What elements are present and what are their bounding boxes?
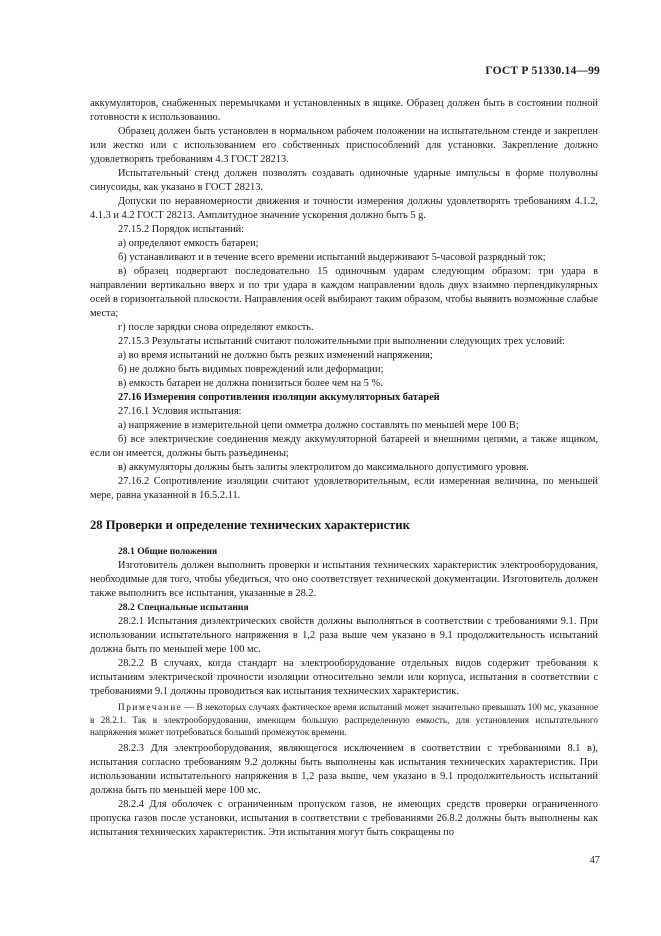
paragraph: Изготовитель должен выполнить проверки и испытания технических характеристик электрооборудования, необходимые для того, чтобы убедиться, что оно соответствует технической документации. Изготовитель должен также выполнить все испытания, указанные в 28.2. [90,560,598,599]
list-item: а) напряжение в измерительной цепи омметра должно составлять по меньшей мере 100 В; [118,420,519,431]
paragraph: 28.2.1 Испытания диэлектрических свойств должны выполняться в соответствии с требованиями 9.1. При использовании испытательного напряжения в 1,2 раза выше чем указано в 9.1 продолжительность испытаний должна быть по меньшей мере 100 мс. [90,616,598,655]
document-code: ГОСТ Р 51330.14—99 [485,65,600,77]
note [90,701,598,739]
paragraph: 27.15.3 Результаты испытаний считают положительными при выполнении следующих трех условий: [118,336,565,347]
note-text: — В некоторых случаях фактическое время испытаний может значительно превышать 100 мс, указанное в 28.2.1. Так в электрооборудовании, имеющем большую распределенную емкость, для установления испытательного напряжения может потребоваться больший промежуток времени. [90,702,598,737]
page-number: 47 [589,855,600,866]
list-item: а) определяют емкость батареи; [118,238,259,249]
note-label: Примечание [118,702,183,712]
list-item: г) после зарядки снова определяют емкость. [118,322,314,333]
subsection-heading: 28.1 Общие положения [118,546,218,557]
list-item: в) образец подвергают последовательно 15 одиночным ударам следующим образом: три удара в направлении вертикально вверх и по три удара в каждом направлении вдоль двух взаимно перпендикулярных осей в горизонтальной плоскости. Направления осей выбирают таким образом, чтобы выявить возможные слабые места; [90,266,598,319]
paragraph: Образец должен быть установлен в нормальном рабочем положении на испытательном стенде и закреплен или жестко или с использованием его собственных приспособлений для установки. Закрепление должно удовлетворять требованиям 4.3 ГОСТ 28213. [90,126,598,165]
paragraph: аккумуляторов, снабженных перемычками и установленных в ящике. Образец должен быть в состоянии полной готовности к использованию. [90,98,598,123]
list-item: в) емкость батареи не должна понизиться более чем на 5 %. [118,378,383,389]
paragraph: 27.16.1 Условия испытания: [118,406,242,417]
list-item: б) устанавливают и в течение всего времени испытаний выдерживают 5-часовой разрядный ток; [118,252,546,263]
paragraph: Допуски по неравномерности движения и точности измерения должны удовлетворять требованиям 4.1.2, 4.1.3 и 4.2 ГОСТ 28213. Амплитудное значение ускорения должно быть 5 g. [90,196,598,221]
paragraph: 28.2.3 Для электрооборудования, являющегося исключением в соответствии с требованиями 8.1 в), испытания согласно требованиям 9.2 должны быть выполнены как испытания технических характеристик. При использовании испытательного напряжения в 1,2 раза выше, чем указано в 9.1 продолжительность испытаний должна быть по меньшей мере 100 мс. [90,742,598,796]
list-item: б) не должно быть видимых повреждений или деформации; [118,364,384,375]
paragraph: 27.15.2 Порядок испытаний: [118,224,245,235]
list-item: а) во время испытаний не должно быть резких изменений напряжения; [118,350,433,361]
list-item: в) аккумуляторы должны быть залиты электролитом до максимального допустимого уровня. [118,462,529,473]
subsection-heading: 28.2 Специальные испытания [118,602,249,613]
list-item: б) все электрические соединения между аккумуляторной батареей и внешними цепями, а также ящиком, если он имеется, должны быть разъединены; [90,434,598,459]
paragraph: Испытательный стенд должен позволять создавать одиночные ударные импульсы в форме полуволны синусоиды, как указано в ГОСТ 28213. [90,168,598,193]
section-heading: 28 Проверки и определение технических характеристик [90,518,410,532]
paragraph: 28.2.4 Для оболочек с ограниченным пропуском газов, не имеющих средств проверки ограниченного пропуска газов после установки, испытания в соответствии с требованиями 26.8.2 должны быть выполнены как испытания технических характеристик. Эти испытания могут быть сокращены по [90,798,598,838]
paragraph: 28.2.2 В случаях, когда стандарт на электрооборудование отдельных видов содержит требования к испытаниям электрической прочности изоляции относительно земли или корпуса, испытания в соответствии с требованиями 9.1 должны проводиться как испытания технических характеристик. [90,658,598,697]
paragraph: 27.16.2 Сопротивление изоляции считают удовлетворительным, если измеренная величина, по меньшей мере, равна указанной в 16.5.2.11. [90,476,598,501]
page-body [90,97,598,840]
subsection-heading: 27.16 Измерения сопротивления изоляции аккумуляторных батарей [118,392,440,403]
